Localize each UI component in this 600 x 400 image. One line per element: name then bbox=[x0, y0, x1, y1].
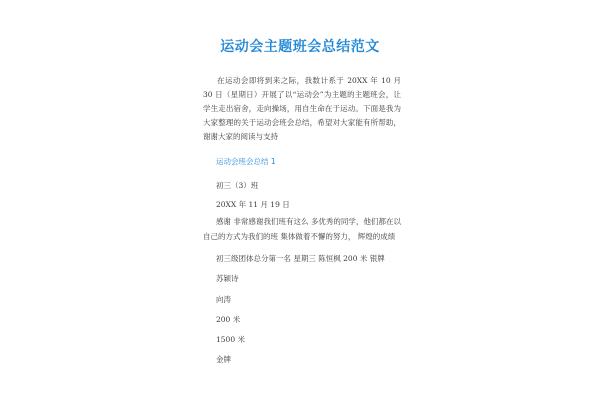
list-item: 200 米 bbox=[216, 315, 241, 324]
list-item: 苏颖诗 bbox=[216, 274, 239, 283]
intro-paragraph: 在运动会即将到来之际，我数计系于 20XX 年 10 月 30 日（星期日）开展了以“运动会”为主题的主题班会，让学生走出宿舍，走向操场，用自生命在于运动。下面是我为大家整理的关于运动会班会总结，希望对大家能有所帮助，谢谢大家的阅读与支持 bbox=[203, 76, 401, 141]
class-name-line: 初三（3）班 bbox=[216, 181, 259, 190]
list-item: 向涛 bbox=[216, 295, 231, 304]
date-line: 20XX 年 11 月 19 日 bbox=[216, 200, 290, 209]
list-item: 金牌 bbox=[216, 355, 231, 364]
result-line: 初三级团体总分第一名 星期三 陈恒枫 200 米 银牌 bbox=[216, 254, 385, 263]
list-item: 1500 米 bbox=[216, 335, 245, 344]
section-heading: 运动会班会总结 1 bbox=[216, 157, 276, 166]
thanks-paragraph: 感谢 非常感谢我们班有这么 多优秀的同学，他们都在以自己的方式为我们的班 集体做着不懈的努力， 辉煌的成绩 bbox=[203, 217, 401, 241]
document-title: 运动会主题班会总结范文 bbox=[220, 39, 380, 55]
